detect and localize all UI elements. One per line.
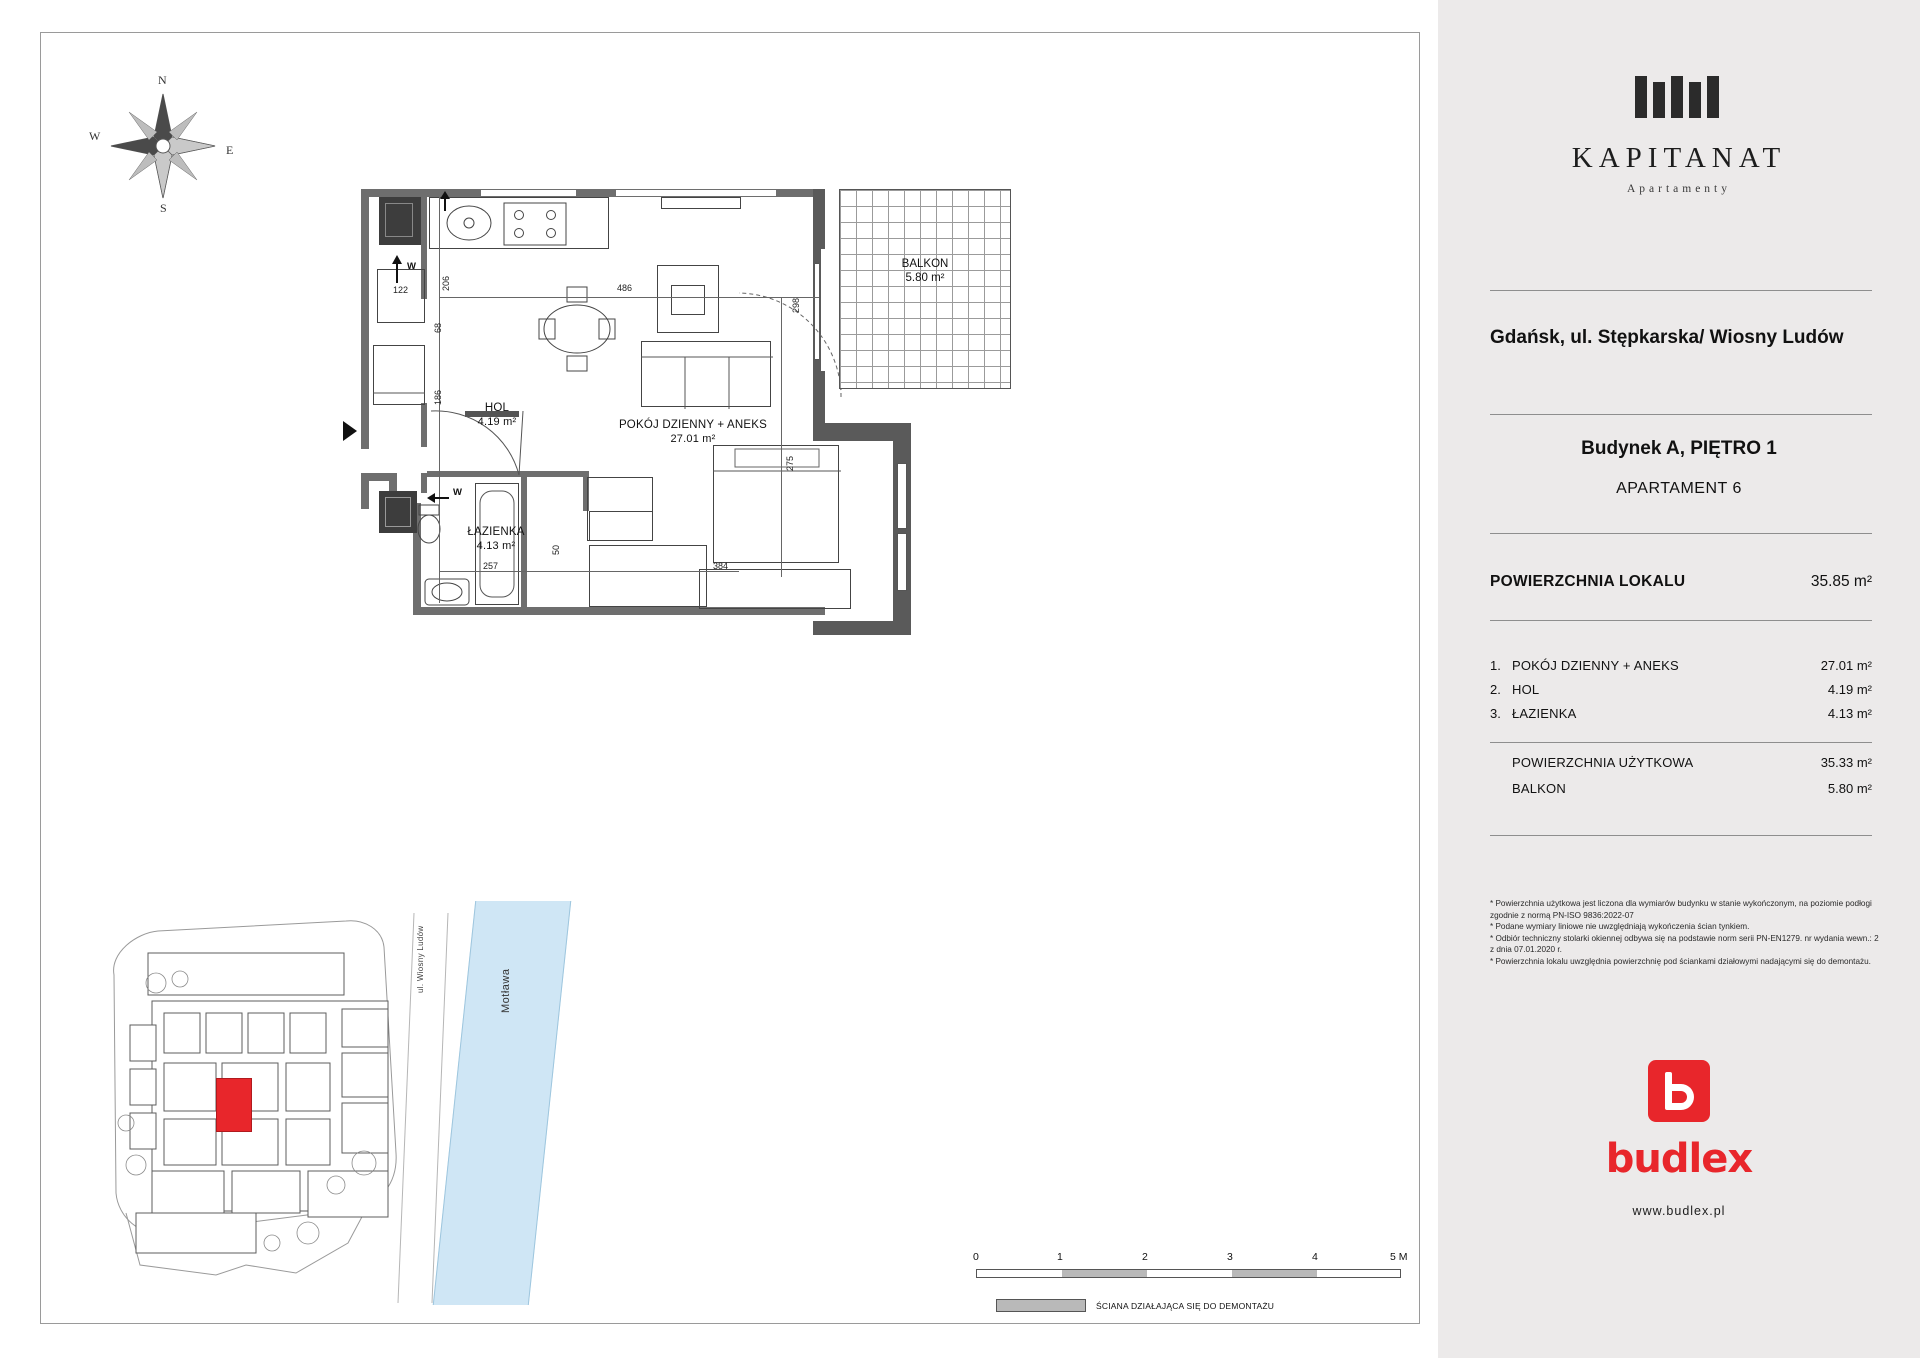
washbasin-icon xyxy=(421,571,473,611)
dresser xyxy=(589,545,707,607)
scale-tick-2: 2 xyxy=(1142,1251,1148,1263)
dim-206: 206 xyxy=(441,275,451,291)
dim-275: 275 xyxy=(785,455,795,471)
room-area: 4.13 m² xyxy=(1827,706,1872,721)
drawing-panel xyxy=(40,32,1420,1324)
legend-text: ŚCIANA DZIAŁAJĄCA SIĘ DO DEMONTAŻU xyxy=(1096,1300,1275,1311)
dim-298: 298 xyxy=(791,297,801,313)
vent-arrow-up-icon-2 xyxy=(437,191,453,213)
totals-row xyxy=(1490,781,1872,796)
dim-50: 50 xyxy=(551,544,561,555)
compass-label-n: N xyxy=(158,73,167,87)
divider-3 xyxy=(1490,533,1872,534)
room-row xyxy=(1490,706,1872,721)
bath-appliance-inner xyxy=(385,497,411,527)
side-table-inner xyxy=(671,285,705,315)
brand-logo xyxy=(1438,70,1920,195)
room-name-hall: HOL xyxy=(484,402,510,414)
dim-384: 384 xyxy=(713,561,729,571)
window-bedroom-1 xyxy=(897,463,907,529)
balcony-area-value: 5.80 m² xyxy=(1827,781,1872,796)
usable-area-value: 35.33 m² xyxy=(1820,755,1872,770)
balcony-area-label: BALKON xyxy=(1512,781,1566,796)
river-label: Motława xyxy=(500,968,512,1013)
room-area: 4.19 m² xyxy=(1827,682,1872,697)
building-floor: Budynek A, PIĘTRO 1 xyxy=(1581,438,1777,459)
divider-6 xyxy=(1490,835,1872,836)
room-name: HOL xyxy=(1512,682,1540,697)
total-area-label: POWIERZCHNIA LOKALU xyxy=(1490,573,1686,590)
balcony-label xyxy=(839,257,1011,285)
totals-list xyxy=(1490,755,1872,807)
window-living xyxy=(616,190,776,196)
scale-tick-1: 1 xyxy=(1057,1251,1063,1263)
room-list xyxy=(1490,658,1872,730)
budlex-b-icon xyxy=(1648,1060,1710,1122)
room-area-hall: 4.19 m² xyxy=(477,416,517,428)
dim-186: 186 xyxy=(433,389,443,405)
scale-track xyxy=(976,1269,1401,1278)
scale-bar xyxy=(973,1251,1416,1278)
room-area-living: 27.01 m² xyxy=(670,433,716,445)
vent-arrow-up-icon xyxy=(389,255,405,285)
dim-line-top xyxy=(439,297,819,298)
room-label-living xyxy=(583,418,803,446)
door-swing-balcony-icon xyxy=(735,273,847,399)
bed-lines-icon xyxy=(713,445,841,565)
room-label-bath xyxy=(441,525,551,553)
highlighted-apartment xyxy=(216,1078,252,1132)
scale-seg-2 xyxy=(1232,1270,1317,1277)
room-area-bath: 4.13 m² xyxy=(476,540,516,552)
footnote: * Podane wymiary liniowe nie uwzględniają wykończenia ścian tynkiem. xyxy=(1490,922,1750,931)
wall-bottom-right xyxy=(813,621,911,635)
footnote: * Powierzchnia lokalu uwzględnia powierzchnię pod ściankami działowymi nadającymi się do demontażu. xyxy=(1490,956,1871,966)
room-index: 1. xyxy=(1490,658,1501,673)
balcony-area-value: 5.80 m² xyxy=(905,272,945,284)
room-name: ŁAZIENKA xyxy=(1512,706,1577,721)
window-bedroom-2 xyxy=(897,533,907,591)
total-area-row xyxy=(1490,573,1872,591)
room-name-bath: ŁAZIENKA xyxy=(467,526,525,538)
room-index: 2. xyxy=(1490,682,1501,697)
wall-right-lower xyxy=(893,423,911,635)
divider-1 xyxy=(1490,290,1872,291)
castle-crown-icon xyxy=(1629,70,1729,132)
scale-tick-4: 4 xyxy=(1312,1251,1318,1263)
totals-row xyxy=(1490,755,1872,770)
budlex-footer xyxy=(1438,1060,1920,1218)
info-panel xyxy=(1438,0,1920,1358)
compass-label-w: W xyxy=(89,129,101,143)
room-area: 27.01 m² xyxy=(1820,658,1872,673)
dim-line-left-v2 xyxy=(439,297,440,603)
bedroom-unit xyxy=(699,569,851,609)
scale-tick-3: 3 xyxy=(1227,1251,1233,1263)
compass-label-s: S xyxy=(160,201,167,215)
apartment-number: APARTAMENT 6 xyxy=(1616,480,1742,497)
footnote: * Powierzchnia użytkowa jest liczona dla wymiarów budynku w stanie wykończonym, na poziomie podłogi zgodnie z normą PN-ISO 9836:2022-07 xyxy=(1490,899,1872,920)
scale-seg-1 xyxy=(1062,1270,1147,1277)
room-name-living: POKÓJ DZIENNY + ANEKS xyxy=(618,419,768,431)
legend-swatch xyxy=(996,1299,1086,1312)
total-area-value: 35.85 m² xyxy=(1810,573,1872,590)
usable-area-label: POWIERZCHNIA UŻYTKOWA xyxy=(1512,755,1694,770)
brand-name: KAPITANAT xyxy=(1571,142,1787,174)
balcony-name: BALKON xyxy=(901,258,949,270)
window-marker-1: W xyxy=(407,261,416,272)
entrance-arrow-icon xyxy=(341,419,363,443)
room-row xyxy=(1490,682,1872,697)
room-name: POKÓJ DZIENNY + ANEKS xyxy=(1512,658,1679,673)
room-index: 3. xyxy=(1490,706,1501,721)
dim-68: 68 xyxy=(433,322,443,333)
company-website[interactable]: www.budlex.pl xyxy=(1632,1204,1726,1218)
dim-486: 486 xyxy=(617,283,633,293)
kitchen-appliance-inner xyxy=(385,203,413,237)
address-text: Gdańsk, ul. Stępkarska/ Wiosny Ludów xyxy=(1490,327,1844,348)
kitchen-fixtures-icon xyxy=(429,197,609,251)
legend xyxy=(996,1299,1274,1312)
compass-rose-icon xyxy=(83,71,243,221)
street-label: ul. Wiosny Ludów xyxy=(416,925,425,993)
dim-257: 257 xyxy=(483,561,499,571)
room-label-hall xyxy=(457,401,537,429)
footnotes xyxy=(1490,898,1880,967)
wardrobe-lines-icon xyxy=(373,345,425,407)
dining-set-icon xyxy=(529,285,625,373)
compass-label-e: E xyxy=(226,143,234,157)
dim-122: 122 xyxy=(393,285,409,295)
divider-5 xyxy=(1490,742,1872,743)
divider-4 xyxy=(1490,620,1872,621)
wall-top-right-pier xyxy=(813,189,825,249)
site-location-map xyxy=(96,913,736,1303)
scale-tick-0: 0 xyxy=(973,1251,979,1263)
room-row xyxy=(1490,658,1872,673)
company-name: budlex xyxy=(1605,1136,1753,1182)
footnote: * Odbiór techniczny stolarki okiennej odbywa się na podstawie norm serii PN-EN1279. nr wydania wewn.: 2 z dnia 07.01.2020 r. xyxy=(1490,933,1879,954)
brand-subtitle: Apartamenty xyxy=(1626,183,1732,195)
scale-tick-labels xyxy=(973,1251,1416,1267)
dim-line-bottom xyxy=(439,571,739,572)
window-kitchen xyxy=(481,190,576,196)
window-marker-2: W xyxy=(453,487,462,498)
upper-cabinet xyxy=(661,197,741,209)
floor-plan xyxy=(361,173,1101,693)
divider-2 xyxy=(1490,414,1872,415)
vent-arrow-left-icon xyxy=(427,491,451,505)
balcony-area xyxy=(839,189,1011,389)
closet-block-lower xyxy=(589,511,653,541)
scale-tick-5: 5 M xyxy=(1390,1251,1408,1263)
